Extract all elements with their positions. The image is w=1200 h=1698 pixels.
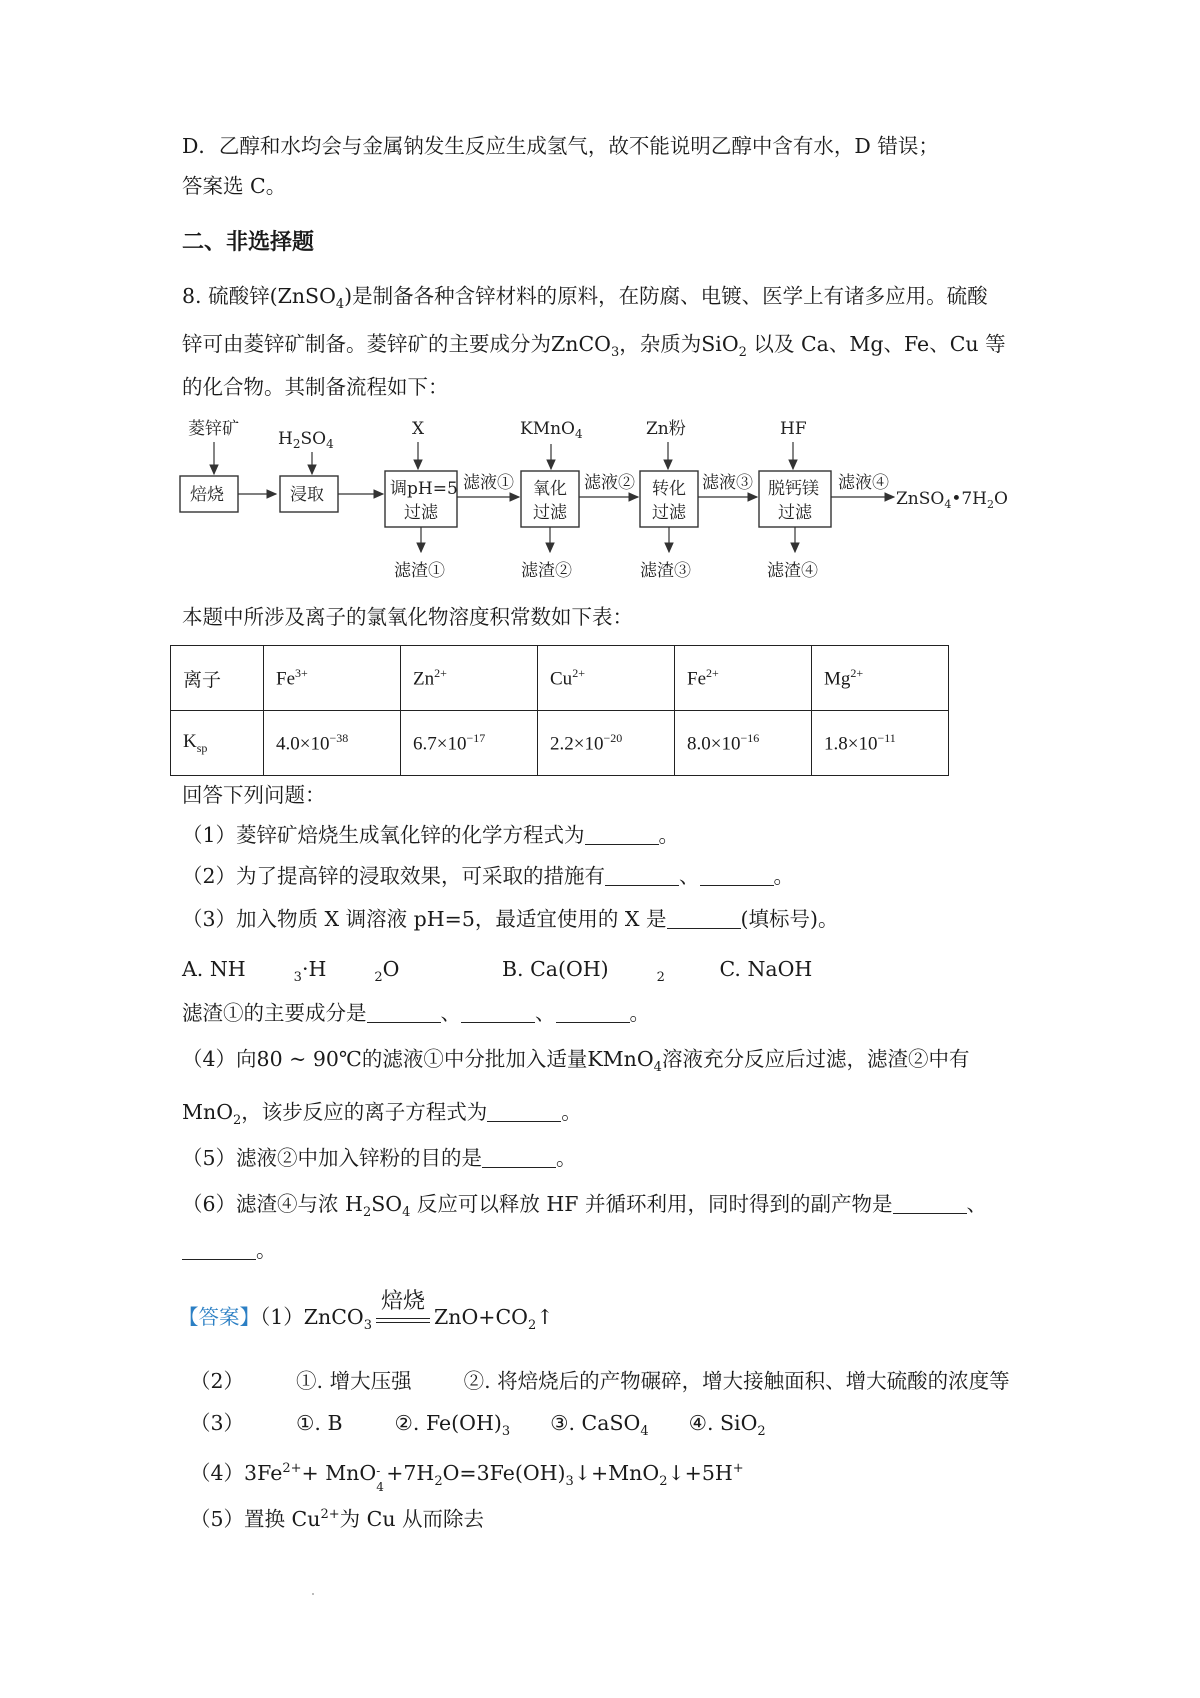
flow-filtrate-4: 滤液④: [838, 473, 889, 493]
table-cell-ion: $Zn^{2+}$: [401, 646, 538, 711]
table-cell-ksp: $1.8\times 10^{-11}$: [812, 711, 949, 776]
answer-blank: [700, 865, 774, 886]
flow-box-oxidize-line1: 氧化: [533, 479, 567, 499]
answer-3: （3） ①. B ②. $Fe(OH)_3$ ③. CaSO$_4$ ④. SiO$_2$: [190, 1411, 766, 1440]
table-cell-ion: $Fe^{3+}$: [264, 646, 401, 711]
table-cell-ion: $Cu^{2+}$: [538, 646, 675, 711]
residue-1-question: 滤渣①的主要成分是 、 、 。: [182, 1001, 650, 1025]
questions-intro: 回答下列问题：: [182, 783, 326, 807]
flow-box-oxidize-line2: 过滤: [533, 503, 567, 523]
question-6-line-2: 。: [182, 1235, 277, 1265]
flow-box-ph-adjust-line1: 调pH=5: [390, 479, 458, 499]
flow-box-roast-label: 焙烧: [190, 485, 224, 505]
q8-line-3: 的化合物。其制备流程如下：: [182, 375, 449, 399]
answer-1: 【答案】（1）ZnCO$_3$ 焙烧 $ZnO+CO_2↑$: [178, 1302, 553, 1341]
answer-blank: [556, 1002, 630, 1023]
table-cell-ion: $Mg^{2+}$: [812, 646, 949, 711]
flow-filtrate-3: 滤液③: [702, 473, 753, 493]
flow-product: $ZnSO_4•7H_2O$: [896, 489, 1008, 511]
flow-box-remove-ca-mg-line1: 脱钙镁: [768, 479, 819, 499]
question-4-line-1: （4）向80 ~ 90℃的滤液①中分批加入适量KMnO$_4$溶液充分反应后过滤，滤渣②中有: [182, 1047, 970, 1076]
table-cell-ksp: $2.2\times 10^{-20}$: [538, 711, 675, 776]
flow-box-convert-line1: 转化: [652, 479, 686, 499]
answer-blank: [182, 1239, 256, 1260]
answer-blank: [461, 1002, 535, 1023]
ksp-table: [170, 645, 949, 776]
answer-blank: [367, 1002, 441, 1023]
flow-reagent-hf: HF: [780, 419, 807, 439]
flow-reagent-zn: Zn粉: [646, 419, 686, 439]
process-flow-diagram: [176, 414, 1016, 594]
flow-filtrate-2: 滤液②: [584, 473, 635, 493]
flow-reagent-kmno4: KMnO$_4$: [520, 419, 583, 441]
table-header-ion: 离子: [171, 646, 264, 711]
question-3: （3）加入物质 X 调溶液 pH=5，最适宜使用的 X 是 (填标号)。: [182, 907, 839, 931]
reaction-condition: 焙烧: [372, 1311, 434, 1341]
option-b: B. Ca(OH) $_2$: [501, 957, 665, 986]
answer-blank: [667, 908, 741, 929]
flow-residue-2: 滤渣②: [521, 561, 572, 581]
q8-line-2: 锌可由菱锌矿制备。菱锌矿的主要成分为ZnCO$_3$，杂质为SiO$_2$ 以及 Ca、Mg、Fe、Cu 等: [182, 332, 1006, 361]
option-d-explanation: D．乙醇和水均会与金属钠发生反应生成氢气，故不能说明乙醇中含有水，D 错误；: [182, 134, 939, 158]
answer-4: $(4)3Fe^{2+}+$ MnO - 4 $+7H_2O=3Fe(OH)_3↓+MnO_2↓+5H^+$: [190, 1460, 744, 1495]
q8-line-1: 8. 硫酸锌(ZnSO$_4$)是制备各种含锌材料的原料，在防腐、电镀、医学上有诸多应用。硫酸: [182, 284, 988, 313]
question-5: （5）滤液②中加入锌粉的目的是 。: [182, 1146, 577, 1170]
answer-choice-line: 答案选 C。: [182, 174, 287, 198]
flow-residue-1: 滤渣①: [394, 561, 445, 581]
flow-reagent-x: X: [412, 419, 425, 439]
flow-reagent-h2so4: $H_2SO_4$: [278, 429, 334, 451]
answer-blank: [605, 865, 679, 886]
flow-box-ph-adjust-line2: 过滤: [404, 503, 438, 523]
question-4-line-2: MnO$_2$，该步反应的离子方程式为 。: [182, 1100, 582, 1129]
flow-filtrate-1: 滤液①: [463, 473, 514, 493]
question-3-options: [182, 954, 860, 993]
page-speck: [312, 1593, 314, 1595]
table-cell-ksp: $4.0\times 10^{-38}$: [264, 711, 401, 776]
table-row-ions: [171, 646, 949, 711]
flow-box-remove-ca-mg-line2: 过滤: [778, 503, 812, 523]
table-cell-ksp: $6.7\times 10^{-17}$: [401, 711, 538, 776]
answer-blank: [893, 1193, 967, 1214]
table-header-ksp: $K_{sp}$: [171, 711, 264, 776]
option-a: A. NH $_3$·H $_2$O: [182, 957, 400, 986]
table-cell-ksp: $8.0\times 10^{-16}$: [675, 711, 812, 776]
table-cell-ion: $Fe^{2+}$: [675, 646, 812, 711]
flow-residue-4: 滤渣④: [767, 561, 818, 581]
table-intro: 本题中所涉及离子的氯氧化物溶度积常数如下表：: [182, 605, 633, 629]
table-row-ksp: [171, 711, 949, 776]
answer-2: （2） ①. 增大压强 ②. 将焙烧后的产物碾碎，增大接触面积、增大硫酸的浓度等: [190, 1369, 1010, 1393]
answer-blank: [585, 824, 659, 845]
section-title: 二、非选择题: [182, 229, 315, 255]
question-6-line-1: （6）滤渣④与浓 $H_2SO_4$ 反应可以释放 HF 并循环利用，同时得到的副产物是 、: [182, 1192, 988, 1221]
option-c: C. NaOH: [719, 957, 813, 981]
answer-blank: [482, 1147, 556, 1168]
flow-box-convert-line2: 过滤: [652, 503, 686, 523]
answer-5: （5）置换 $Cu^{2+}$为 Cu 从而除去: [190, 1506, 485, 1531]
answer-tag: 【答案】: [178, 1305, 260, 1329]
flow-box-leach-label: 浸取: [290, 485, 324, 505]
question-2: （2）为了提高锌的浸取效果，可采取的措施有 、 。: [182, 864, 795, 888]
flow-raw-material: 菱锌矿: [188, 419, 239, 439]
flow-residue-3: 滤渣③: [640, 561, 691, 581]
answer-blank: [487, 1101, 561, 1122]
question-1: （1）菱锌矿焙烧生成氧化锌的化学方程式为 。: [182, 823, 680, 847]
